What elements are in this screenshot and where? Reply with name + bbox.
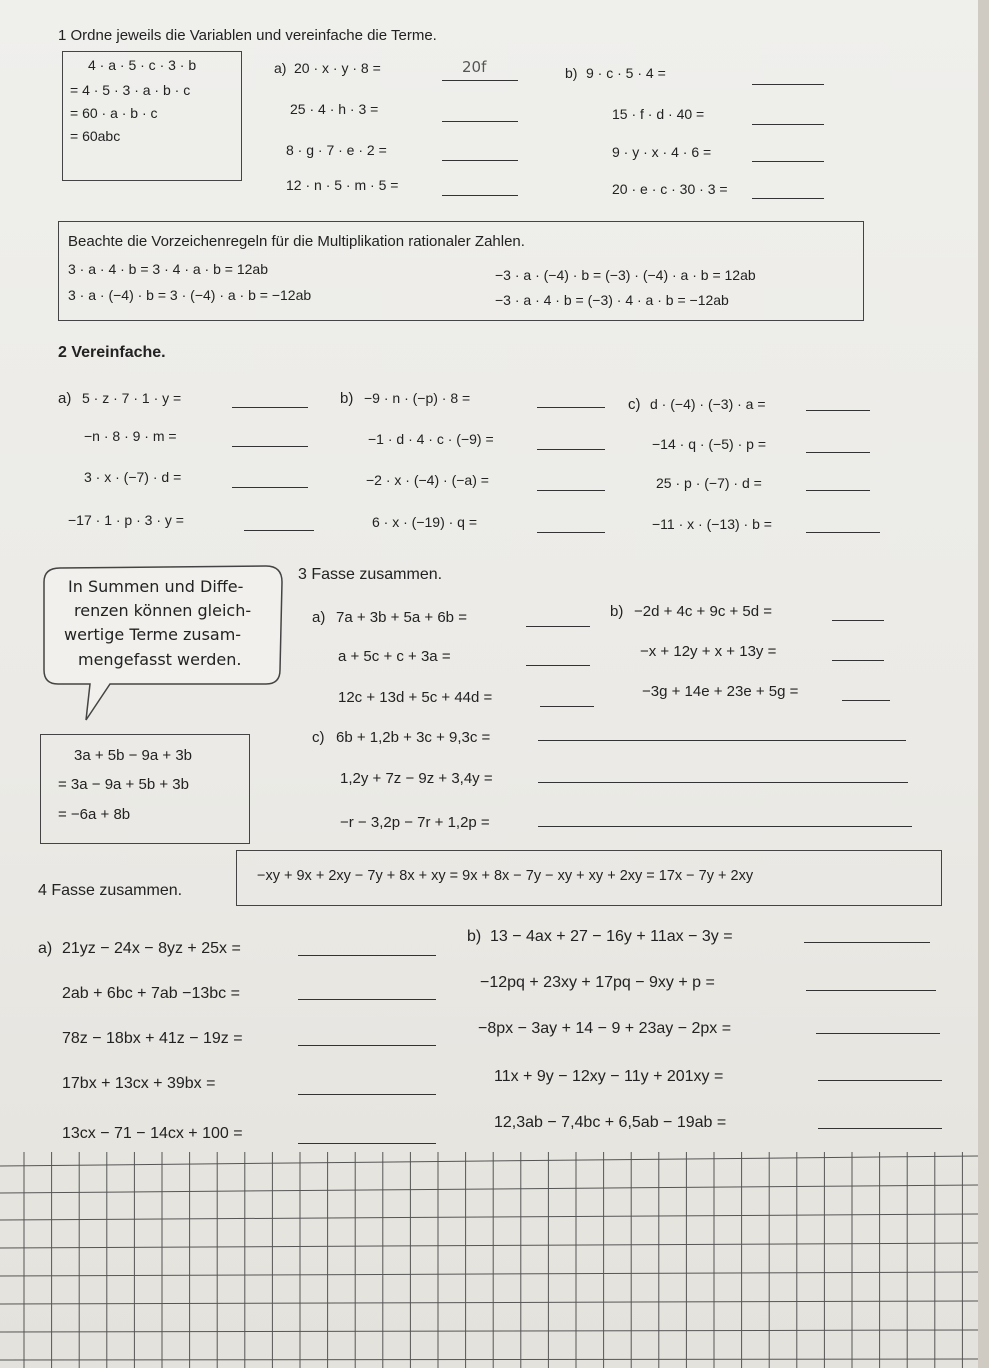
- answer-blank[interactable]: [752, 161, 824, 162]
- sign-rule: −3 · a · 4 · b = (−3) · 4 · a · b = −12ab: [495, 292, 729, 308]
- answer-blank[interactable]: [752, 198, 824, 199]
- answer-blank[interactable]: [538, 826, 912, 827]
- sign-rule: 3 · a · (−4) · b = 3 · (−4) · a · b = −12ab: [68, 287, 312, 303]
- answer-blank[interactable]: [298, 1094, 436, 1095]
- task3-c-item: −r − 3,2p − 7r + 1,2p =: [340, 814, 490, 831]
- answer-blank[interactable]: [298, 999, 436, 1000]
- task4-example: −xy + 9x + 2xy − 7y + 8x + xy = 9x + 8x − 7y − xy + xy + 2xy = 17x − 7y + 2xy: [257, 868, 754, 884]
- task3-a-item: 7a + 3b + 5a + 6b =: [336, 609, 467, 626]
- answer-blank[interactable]: [298, 1045, 436, 1046]
- answer-blank[interactable]: [752, 124, 824, 125]
- answer-blank[interactable]: [818, 1080, 942, 1081]
- task2-b-label: b): [340, 390, 354, 407]
- task1-a-item: 20 · x · y · 8 =: [294, 60, 381, 76]
- answer-blank[interactable]: [806, 490, 870, 491]
- task3-b-item: −x + 12y + x + 13y =: [640, 643, 777, 660]
- task2-a-item: 3 · x · (−7) · d =: [84, 469, 182, 485]
- answer-blank[interactable]: [298, 955, 436, 956]
- task1-b-label: b): [565, 65, 578, 81]
- task2-c-item: 25 · p · (−7) · d =: [656, 475, 762, 491]
- sign-rule: −3 · a · (−4) · b = (−3) · (−4) · a · b = 12ab: [495, 267, 756, 283]
- task2-a-item: −n · 8 · 9 · m =: [84, 428, 177, 444]
- sign-rules-title: Beachte die Vorzeichenregeln für die Multiplikation rationaler Zahlen.: [68, 233, 525, 250]
- answer-blank[interactable]: [442, 121, 518, 122]
- writing-grid: [0, 1152, 978, 1368]
- task4-b-item: 13 − 4ax + 27 − 16y + 11ax − 3y =: [490, 928, 733, 945]
- answer-blank[interactable]: [232, 487, 308, 488]
- task4-b-item: −12pq + 23xy + 17pq − 9xy + p =: [480, 974, 715, 991]
- task3-title: 3 Fasse zusammen.: [298, 566, 443, 583]
- bubble-line: wertige Terme zusam-: [64, 625, 242, 644]
- task3-a-label: a): [312, 609, 326, 626]
- task1-example-line: = 60 · a · b · c: [70, 105, 158, 121]
- task4-title: 4 Fasse zusammen.: [38, 882, 183, 899]
- task1-a-item: 8 · g · 7 · e · 2 =: [286, 142, 387, 158]
- task3-c-label: c): [312, 729, 325, 746]
- answer-blank[interactable]: [538, 740, 906, 741]
- task1-b-item: 20 · e · c · 30 · 3 =: [612, 181, 728, 197]
- task1-title: 1 Ordne jeweils die Variablen und vereinfache die Terme.: [58, 27, 437, 44]
- task2-a-label: a): [58, 390, 72, 407]
- task1-b-item: 15 · f · d · 40 =: [612, 106, 705, 122]
- task2-b-item: 6 · x · (−19) · q =: [372, 514, 478, 530]
- answer-blank[interactable]: [442, 160, 518, 161]
- answer-blank[interactable]: [806, 452, 870, 453]
- answer-blank[interactable]: [232, 446, 308, 447]
- task4-a-item: 17bx + 13cx + 39bx =: [62, 1075, 216, 1092]
- task2-c-item: d · (−4) · (−3) · a =: [650, 396, 766, 412]
- answer-blank[interactable]: [540, 706, 594, 707]
- answer-blank[interactable]: [244, 530, 314, 531]
- task2-b-item: −2 · x · (−4) · (−a) =: [366, 472, 489, 488]
- answer-blank[interactable]: [298, 1143, 436, 1144]
- task3-b-label: b): [610, 603, 624, 620]
- answer-blank[interactable]: [752, 84, 824, 85]
- answer-blank[interactable]: [818, 1128, 942, 1129]
- task4-a-label: a): [38, 940, 53, 957]
- task2-b-item: −1 · d · 4 · c · (−9) =: [368, 431, 494, 447]
- task4-b-item: 12,3ab − 7,4bc + 6,5ab − 19ab =: [494, 1114, 727, 1131]
- task1-a-item: 25 · 4 · h · 3 =: [290, 101, 379, 117]
- task1-example-line: 4 · a · 5 · c · 3 · b: [88, 57, 197, 73]
- answer-blank[interactable]: [442, 195, 518, 196]
- task2-b-item: −9 · n · (−p) · 8 =: [364, 390, 471, 406]
- task2-c-item: −11 · x · (−13) · b =: [652, 516, 772, 532]
- page-edge: [978, 0, 989, 1368]
- task1-example-line: = 4 · 5 · 3 · a · b · c: [70, 82, 191, 98]
- answer-blank[interactable]: [442, 80, 518, 81]
- task1-example-line: = 60abc: [70, 128, 121, 144]
- answer-blank[interactable]: [526, 665, 590, 666]
- answer-blank[interactable]: [806, 532, 880, 533]
- answer-blank[interactable]: [804, 942, 930, 943]
- task2-title: 2 Vereinfache.: [58, 344, 166, 361]
- task4-a-item: 78z − 18bx + 41z − 19z =: [62, 1030, 243, 1047]
- task2-a-item: −17 · 1 · p · 3 · y =: [68, 512, 184, 528]
- answer-blank[interactable]: [806, 990, 936, 991]
- answer-blank[interactable]: [537, 490, 605, 491]
- task3-example-line: 3a + 5b − 9a + 3b: [74, 747, 193, 764]
- task4-b-label: b): [467, 928, 482, 945]
- answer-blank[interactable]: [537, 532, 605, 533]
- answer-blank[interactable]: [537, 449, 605, 450]
- task1-a-item: 12 · n · 5 · m · 5 =: [286, 177, 399, 193]
- task3-b-item: −3g + 14e + 23e + 5g =: [642, 683, 799, 700]
- answer-blank[interactable]: [232, 407, 308, 408]
- answer-blank[interactable]: [842, 700, 890, 701]
- answer-blank[interactable]: [806, 410, 870, 411]
- task1-b-item: 9 · c · 5 · 4 =: [586, 65, 666, 81]
- bubble-line: renzen können gleich-: [74, 601, 252, 620]
- task4-b-item: −8px − 3ay + 14 − 9 + 23ay − 2px =: [478, 1020, 732, 1037]
- answer-blank[interactable]: [537, 407, 605, 408]
- task3-a-item: a + 5c + c + 3a =: [338, 648, 451, 665]
- task3-example-line: = 3a − 9a + 5b + 3b: [58, 776, 189, 793]
- task4-b-item: 11x + 9y − 12xy − 11y + 201xy =: [494, 1068, 724, 1085]
- answer-blank[interactable]: [538, 782, 908, 783]
- task3-a-item: 12c + 13d + 5c + 44d =: [338, 689, 493, 706]
- task1-a-label: a): [274, 60, 287, 76]
- task2-c-item: −14 · q · (−5) · p =: [652, 436, 766, 452]
- answer-blank[interactable]: [526, 626, 590, 627]
- task1-b-item: 9 · y · x · 4 · 6 =: [612, 144, 712, 160]
- task4-a-item: 21yz − 24x − 8yz + 25x =: [62, 940, 241, 957]
- task3-c-item: 1,2y + 7z − 9z + 3,4y =: [340, 770, 493, 787]
- task3-b-item: −2d + 4c + 9c + 5d =: [634, 603, 773, 620]
- bubble-line: mengefasst werden.: [78, 650, 242, 669]
- bubble-line: In Summen und Diffe-: [68, 577, 244, 596]
- answer-blank[interactable]: [816, 1033, 940, 1034]
- task3-c-item: 6b + 1,2b + 3c + 9,3c =: [336, 729, 491, 746]
- sign-rule: 3 · a · 4 · b = 3 · 4 · a · b = 12ab: [68, 261, 268, 277]
- task3-example-line: = −6a + 8b: [58, 806, 131, 823]
- answer-blank[interactable]: [832, 660, 884, 661]
- handwritten-answer: 20f: [462, 58, 487, 76]
- task4-a-item: 2ab + 6bc + 7ab −13bc =: [62, 985, 240, 1002]
- answer-blank[interactable]: [832, 620, 884, 621]
- task2-c-label: c): [628, 396, 641, 413]
- task2-a-item: 5 · z · 7 · 1 · y =: [82, 390, 182, 406]
- task4-a-item: 13cx − 71 − 14cx + 100 =: [62, 1125, 243, 1142]
